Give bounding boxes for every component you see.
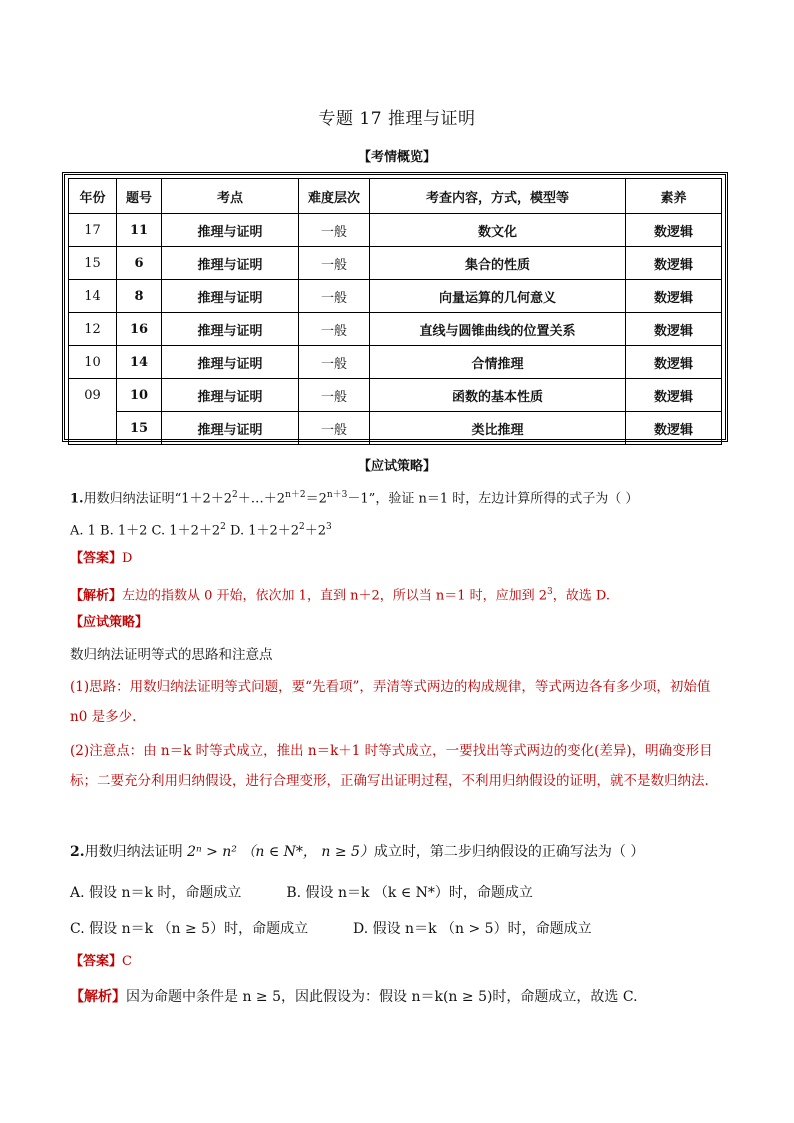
cell-literacy: 数逻辑 bbox=[626, 247, 722, 280]
header-topic: 考点 bbox=[162, 179, 299, 214]
table-header-row bbox=[69, 179, 722, 214]
analysis-label: 【解析】 bbox=[70, 989, 126, 1005]
table-row bbox=[69, 346, 722, 379]
question-1-stem: 1.用数归纳法证明“$1+2+2^2+\dots+2^{n+2}=2^{n+3}-1$”，验证 n＝1 时，左边计算所得的式子为（ ） bbox=[70, 490, 639, 507]
table-row bbox=[69, 412, 722, 445]
inequality-math: 2ⁿ > n² （n ∈ N*， n ≥ 5） bbox=[187, 844, 374, 860]
option-d: D. 假设 n＝k （n > 5）时，命题成立 bbox=[352, 921, 592, 937]
strategy-point-1: (1)思路：用数归纳法证明等式问题，要“先看项”，弄清等式两边的构成规律，等式两边各有多少项，初始值 n0 是多少. bbox=[70, 679, 711, 725]
cell-literacy: 数逻辑 bbox=[626, 379, 722, 412]
cell-number: 10 bbox=[117, 379, 162, 412]
cell-topic: 推理与证明 bbox=[162, 247, 299, 280]
question-1-options: A. 1 B. 1＋2 C. $1+2+2^2$ D. $1+2+2^2+2^3$ bbox=[70, 522, 332, 539]
header-difficulty: 难度层次 bbox=[299, 179, 370, 214]
cell-topic: 推理与证明 bbox=[162, 412, 299, 445]
cell-literacy: 数逻辑 bbox=[626, 412, 722, 445]
cell-difficulty: 一般 bbox=[299, 346, 370, 379]
cell-difficulty: 一般 bbox=[299, 313, 370, 346]
option-c: C. 假设 n＝k （n ≥ 5）时，命题成立 bbox=[70, 921, 309, 937]
cell-content: 数文化 bbox=[370, 214, 626, 247]
table-row bbox=[69, 379, 722, 412]
overview-heading: 【考情概览】 bbox=[357, 150, 436, 165]
question-2-answer: 【答案】C bbox=[70, 954, 132, 969]
cell-difficulty: 一般 bbox=[299, 247, 370, 280]
cell-topic: 推理与证明 bbox=[162, 280, 299, 313]
cell-year: 10 bbox=[69, 346, 117, 379]
cell-year: 14 bbox=[69, 280, 117, 313]
cell-number: 15 bbox=[117, 412, 162, 445]
table-row bbox=[69, 280, 722, 313]
option-b: B. 假设 n＝k （k ∈ N*）时，命题成立 bbox=[286, 885, 533, 901]
page-title: 专题 17 推理与证明 bbox=[318, 109, 476, 129]
cell-topic: 推理与证明 bbox=[162, 346, 299, 379]
cell-literacy: 数逻辑 bbox=[626, 346, 722, 379]
cell-year: 12 bbox=[69, 313, 117, 346]
cell-literacy: 数逻辑 bbox=[626, 280, 722, 313]
cell-topic: 推理与证明 bbox=[162, 214, 299, 247]
cell-year: 09 bbox=[69, 379, 117, 445]
cell-number: 11 bbox=[117, 214, 162, 247]
answer-label: 【答案】 bbox=[70, 954, 123, 969]
cell-content: 向量运算的几何意义 bbox=[370, 280, 626, 313]
strategy-heading: 【应试策略】 bbox=[357, 459, 436, 474]
strategy-point-2: (2)注意点：由 n＝k 时等式成立，推出 n＝k＋1 时等式成立，一要找出等式两边的变化(差异)，明确变形目标；二要充分利用归纳假设，进行合理变形，正确写出证明过程，不利用归纳假设的证明，就不是数归纳法. bbox=[70, 743, 713, 789]
cell-year: 15 bbox=[69, 247, 117, 280]
cell-topic: 推理与证明 bbox=[162, 379, 299, 412]
strategy-title: 数归纳法证明等式的思路和注意点 bbox=[70, 647, 273, 663]
cell-number: 6 bbox=[117, 247, 162, 280]
cell-literacy: 数逻辑 bbox=[626, 214, 722, 247]
header-content: 考查内容，方式，模型等 bbox=[370, 179, 626, 214]
cell-difficulty: 一般 bbox=[299, 379, 370, 412]
question-2-analysis: 【解析】因为命题中条件是 n ≥ 5，因此假设为：假设 n＝k(n ≥ 5)时，命题成立，故选 C. bbox=[70, 989, 638, 1005]
cell-content: 合情推理 bbox=[370, 346, 626, 379]
option-a: A. 假设 n＝k 时，命题成立 bbox=[70, 885, 242, 901]
header-literacy: 素养 bbox=[626, 179, 722, 214]
answer-label: 【答案】 bbox=[70, 551, 123, 566]
overview-table bbox=[62, 172, 728, 442]
cell-year: 17 bbox=[69, 214, 117, 247]
question-1-analysis: 【解析】左边的指数从 0 开始，依次加 1，直到 n＋2，所以当 n＝1 时，应加到 $2^3$，故选 D. bbox=[70, 587, 611, 604]
cell-number: 8 bbox=[117, 280, 162, 313]
cell-topic: 推理与证明 bbox=[162, 313, 299, 346]
question-1-answer: 【答案】D bbox=[70, 551, 133, 566]
cell-number: 14 bbox=[117, 346, 162, 379]
table-row bbox=[69, 214, 722, 247]
cell-difficulty: 一般 bbox=[299, 214, 370, 247]
question-number: 2. bbox=[70, 844, 85, 860]
cell-content: 函数的基本性质 bbox=[370, 379, 626, 412]
analysis-label: 【解析】 bbox=[70, 588, 123, 604]
cell-number: 16 bbox=[117, 313, 162, 346]
cell-difficulty: 一般 bbox=[299, 412, 370, 445]
cell-content: 直线与圆锥曲线的位置关系 bbox=[370, 313, 626, 346]
question-2-options-cd bbox=[70, 920, 592, 938]
question-number: 1. bbox=[70, 491, 84, 507]
table-row bbox=[69, 313, 722, 346]
cell-content: 集合的性质 bbox=[370, 247, 626, 280]
cell-content: 类比推理 bbox=[370, 412, 626, 445]
cell-difficulty: 一般 bbox=[299, 280, 370, 313]
header-year: 年份 bbox=[69, 179, 117, 214]
cell-literacy: 数逻辑 bbox=[626, 313, 722, 346]
strategy-label: 【应试策略】 bbox=[70, 615, 149, 630]
table-row bbox=[69, 247, 722, 280]
question-2-options-ab bbox=[70, 884, 533, 902]
header-number: 题号 bbox=[117, 179, 162, 214]
question-2-stem: 2.用数归纳法证明 2ⁿ > n² （n ∈ N*， n ≥ 5）成立时，第二步归纳假设的正确写法为（ ） bbox=[70, 844, 645, 860]
